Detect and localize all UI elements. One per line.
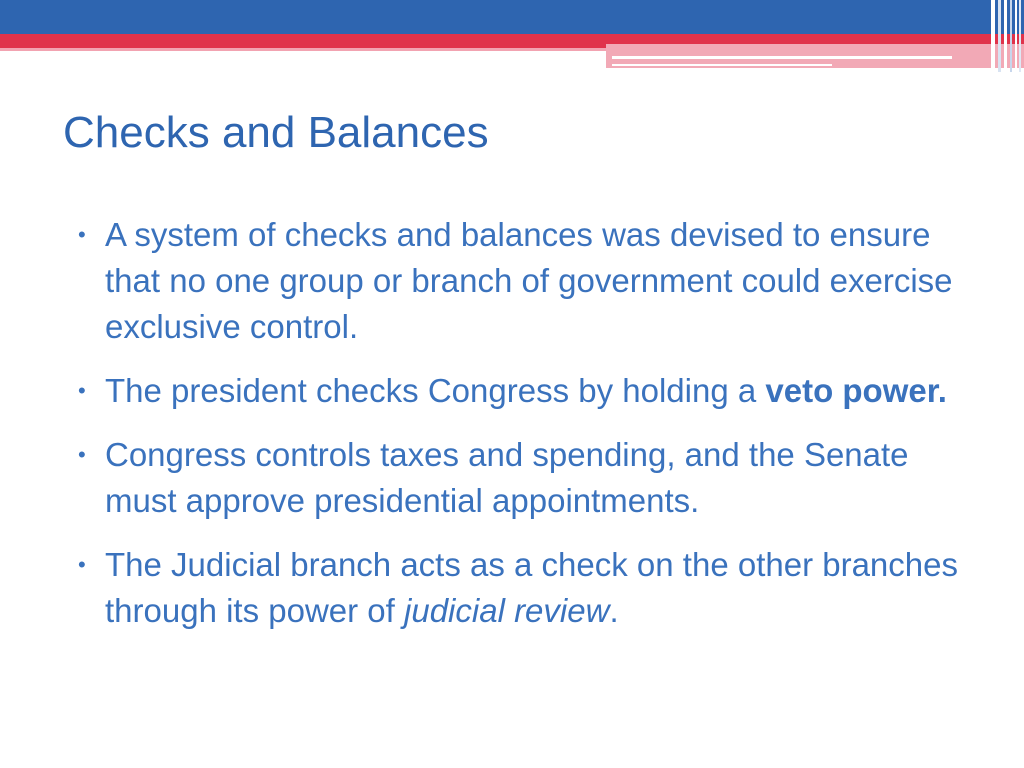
bullet-list [76, 212, 976, 652]
bullet-item [76, 432, 976, 524]
bullet-icon: • [78, 552, 86, 577]
bullet-item [76, 542, 976, 634]
bullet-emphasis-bold: veto power. [765, 372, 947, 409]
header-stripe [1019, 0, 1021, 72]
header-stripe [998, 0, 1001, 72]
slide-title: Checks and Balances [63, 108, 489, 157]
header-white-line [612, 56, 952, 59]
bullet-text: The Judicial branch acts as a check on the other branches through its power of [105, 546, 958, 629]
header-stripe [1004, 0, 1007, 72]
header-blue-band [0, 0, 1024, 34]
bullet-text: The president checks Congress by holding a [105, 372, 757, 409]
header-stripe [1015, 0, 1017, 72]
bullet-item [76, 212, 976, 350]
bullet-icon: • [78, 222, 86, 247]
bullet-item [76, 368, 976, 414]
header-stripe [991, 0, 995, 72]
bullet-text: Congress controls taxes and spending, and the Senate must approve presidential appointments. [105, 436, 909, 519]
bullet-emphasis-italic: judicial review [404, 592, 610, 629]
bullet-icon: • [78, 378, 86, 403]
header-stripe [1010, 0, 1012, 72]
bullet-text: A system of checks and balances was devised to ensure that no one group or branch of government could exercise exclusive control. [105, 216, 953, 345]
bullet-tail: . [609, 592, 619, 629]
bullet-icon: • [78, 442, 86, 467]
header-white-line-short [612, 64, 832, 66]
